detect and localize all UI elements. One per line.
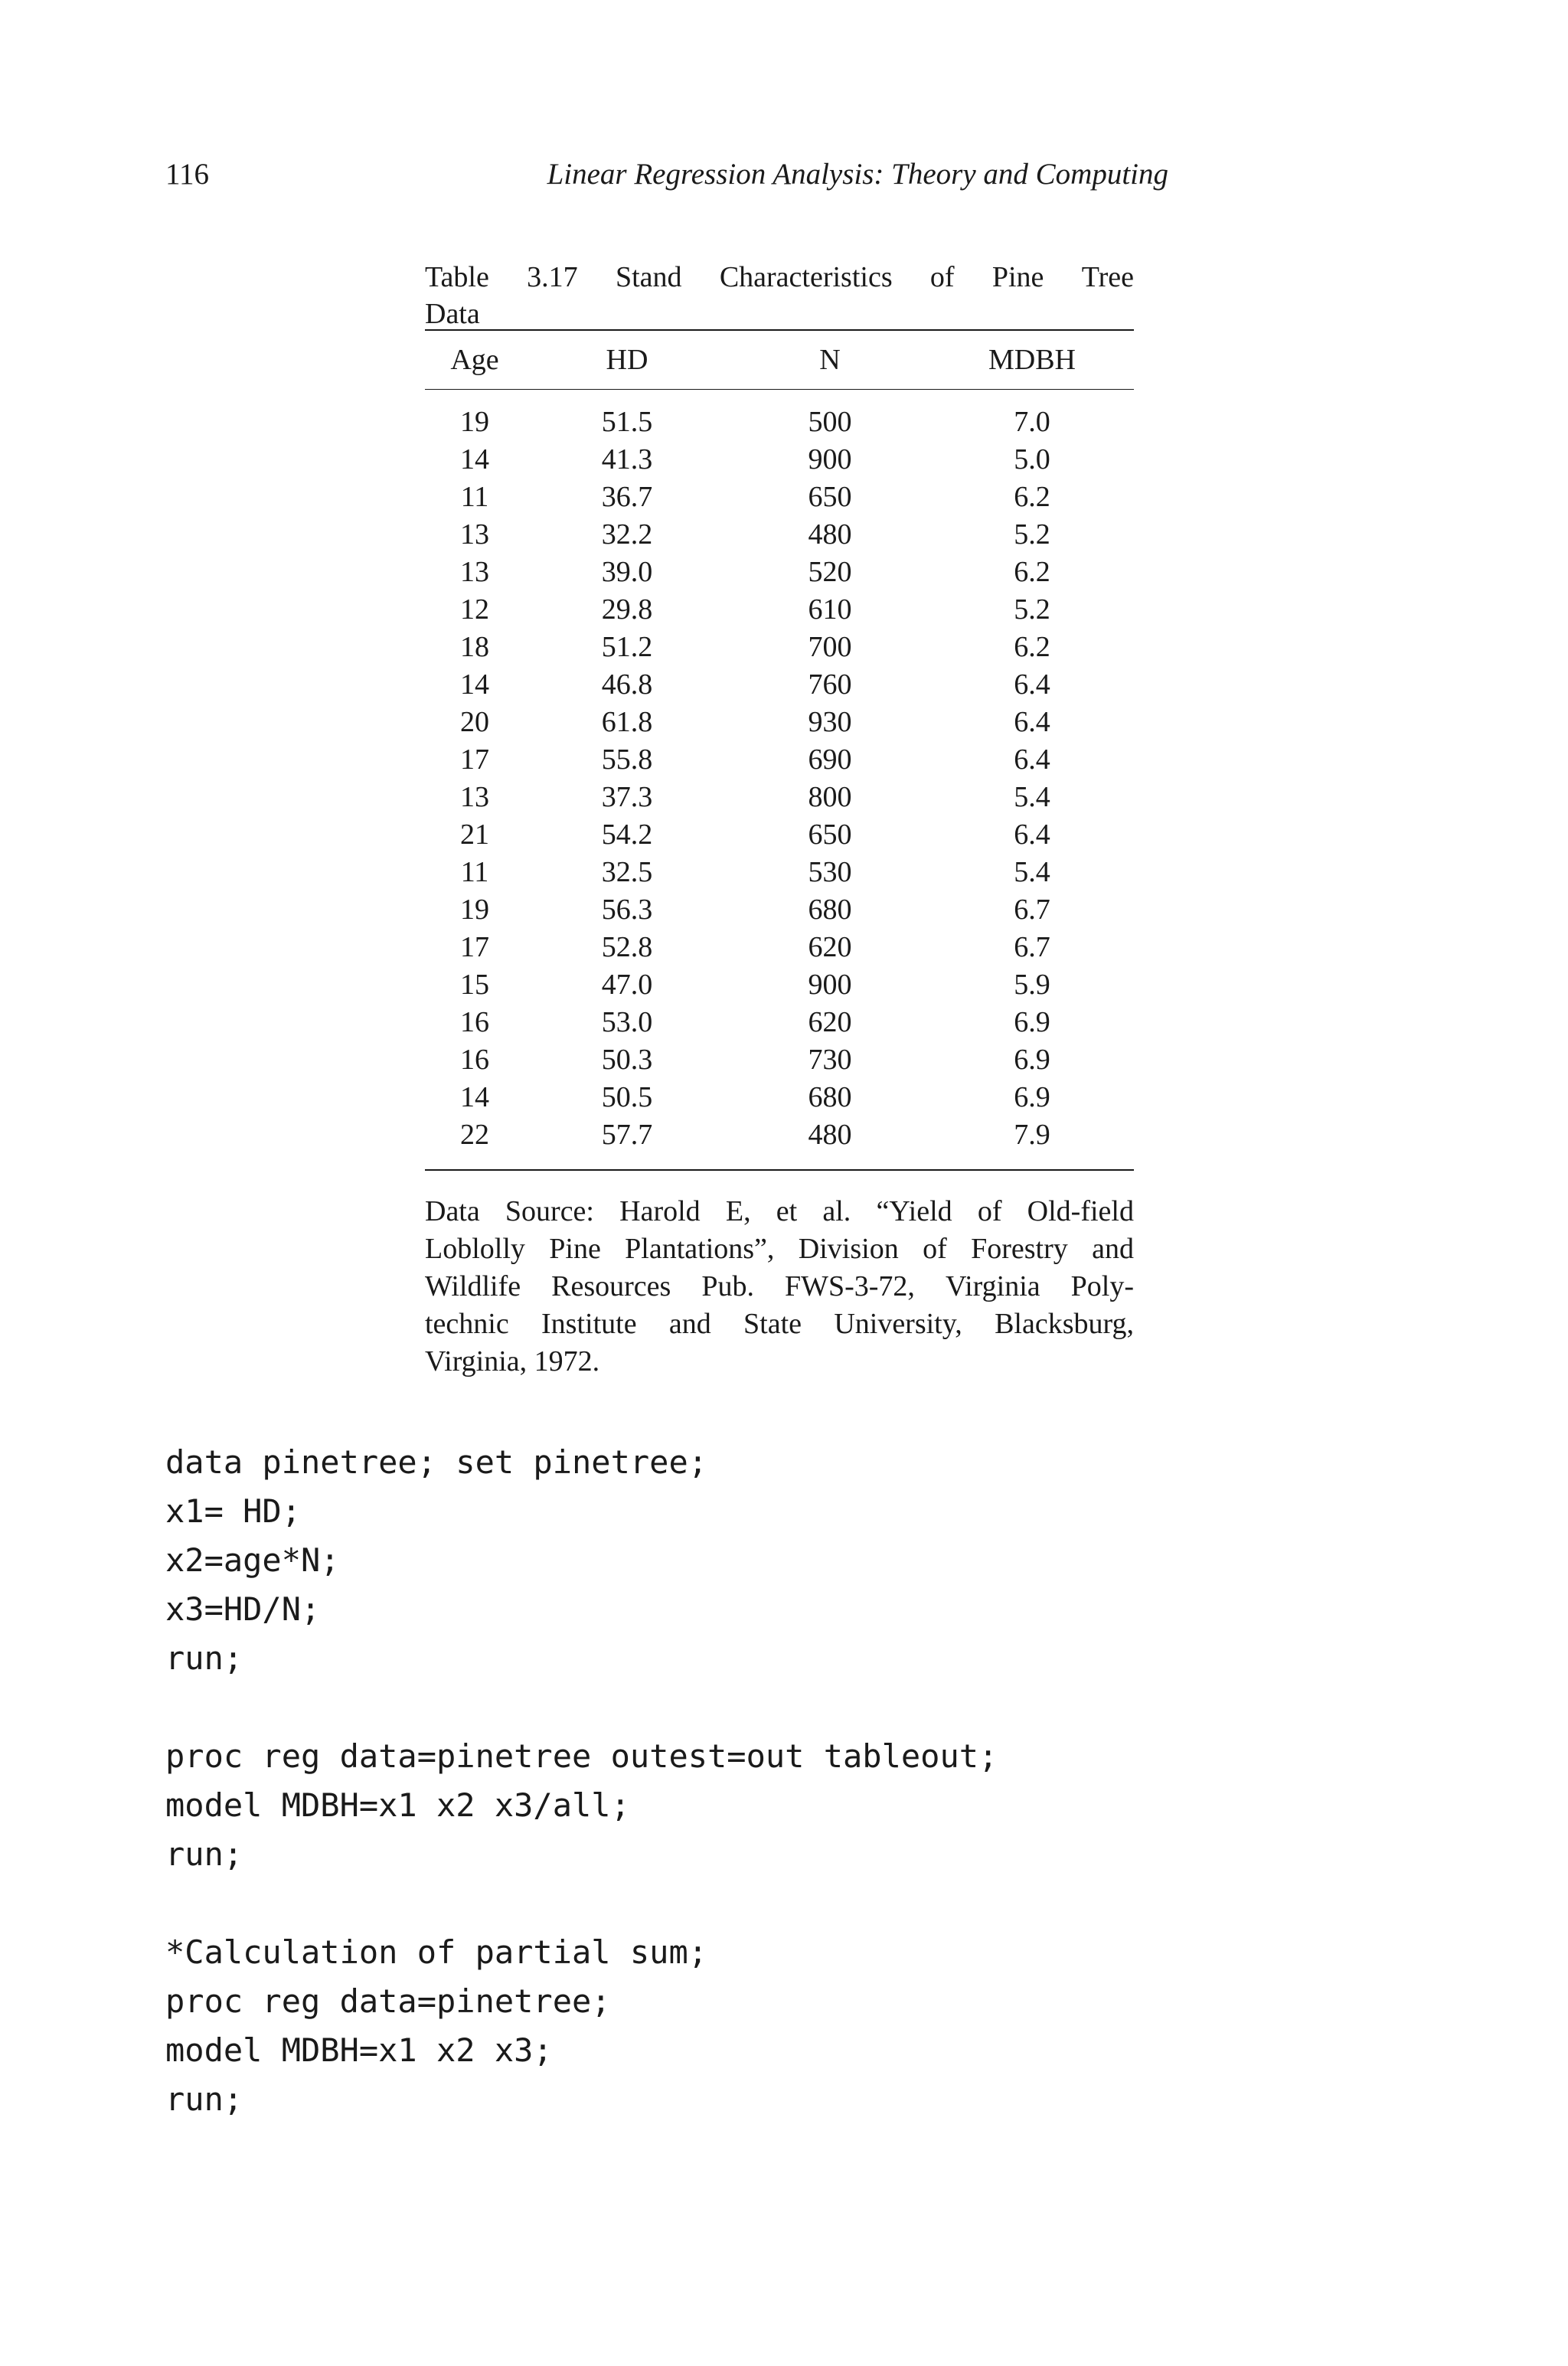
table-block <box>425 259 1134 1171</box>
source-word: Virginia <box>945 1270 1040 1302</box>
page-number: 116 <box>165 158 210 191</box>
source-word: Division <box>798 1233 899 1265</box>
table-row <box>425 891 1134 929</box>
table-row <box>425 554 1134 591</box>
cell-n: 760 <box>808 668 852 701</box>
cell-mdbh: 6.2 <box>1014 556 1050 588</box>
table-spacer <box>425 390 1134 404</box>
cell-age: 12 <box>460 593 489 626</box>
cell-age: 16 <box>460 1044 489 1076</box>
cell-hd: 50.3 <box>601 1044 653 1076</box>
cell-n: 700 <box>808 631 852 663</box>
cell-n: 480 <box>808 1119 852 1151</box>
cell-age: 19 <box>460 894 489 926</box>
source-word: Resources <box>551 1270 671 1302</box>
caption-word: Characteristics <box>719 261 893 293</box>
table-row <box>425 404 1134 441</box>
cell-hd: 57.7 <box>601 1119 653 1151</box>
source-line <box>425 1306 1134 1343</box>
cell-hd: 50.5 <box>601 1081 653 1113</box>
table-row <box>425 966 1134 1004</box>
cell-n: 650 <box>808 481 852 513</box>
cell-age: 14 <box>460 668 489 701</box>
running-head <box>165 157 1168 200</box>
cell-n: 500 <box>808 406 852 438</box>
cell-hd: 46.8 <box>601 668 653 701</box>
caption-word: Pine <box>991 261 1044 293</box>
cell-age: 20 <box>460 706 489 738</box>
cell-mdbh: 6.4 <box>1014 706 1050 738</box>
cell-n: 930 <box>808 706 852 738</box>
source-word: “Yield <box>876 1195 952 1227</box>
source-word: of <box>977 1195 1002 1227</box>
source-word: Blacksburg, <box>995 1308 1134 1340</box>
column-header-n: N <box>819 344 841 376</box>
cell-mdbh: 6.7 <box>1014 894 1050 926</box>
data-source-note <box>425 1193 1134 1381</box>
cell-mdbh: 5.0 <box>1014 443 1050 475</box>
table-row <box>425 816 1134 854</box>
cell-n: 620 <box>808 1006 852 1038</box>
source-word: Poly- <box>1070 1270 1134 1302</box>
cell-hd: 39.0 <box>601 556 653 588</box>
cell-n: 900 <box>808 969 852 1001</box>
cell-n: 620 <box>808 931 852 963</box>
code-line: data pinetree; set pinetree; <box>165 1443 708 1481</box>
table-row <box>425 666 1134 704</box>
code-line: x1= HD; <box>165 1492 302 1530</box>
source-line: Virginia, 1972. <box>425 1345 600 1377</box>
column-header-age: Age <box>450 344 499 376</box>
source-word: State <box>743 1308 802 1340</box>
source-word: Source: <box>505 1195 594 1227</box>
source-word: technic <box>425 1308 509 1340</box>
cell-mdbh: 7.0 <box>1014 406 1050 438</box>
source-word: and <box>668 1308 711 1340</box>
cell-n: 480 <box>808 518 852 551</box>
source-word: Data <box>425 1195 480 1227</box>
source-word: Forestry <box>971 1233 1068 1265</box>
source-line <box>425 1193 1134 1230</box>
table-bottom-rule <box>425 1154 1134 1170</box>
source-word: et <box>776 1195 798 1227</box>
cell-hd: 36.7 <box>601 481 653 513</box>
column-header-mdbh: MDBH <box>988 344 1076 376</box>
code-line: x2=age*N; <box>165 1541 340 1579</box>
code-line: x3=HD/N; <box>165 1590 321 1628</box>
caption-word: of <box>929 261 955 293</box>
source-word: Pine <box>549 1233 601 1265</box>
cell-mdbh: 6.2 <box>1014 481 1050 513</box>
source-word: of <box>923 1233 947 1265</box>
caption-word: Stand <box>615 261 682 293</box>
source-word: Loblolly <box>425 1233 525 1265</box>
cell-mdbh: 5.9 <box>1014 969 1050 1001</box>
cell-hd: 53.0 <box>601 1006 653 1038</box>
cell-hd: 55.8 <box>601 743 653 776</box>
cell-age: 13 <box>460 518 489 551</box>
source-word: and <box>1092 1233 1134 1265</box>
code-line: proc reg data=pinetree; <box>165 1982 611 2020</box>
cell-mdbh: 6.9 <box>1014 1081 1050 1113</box>
data-table <box>425 329 1134 1171</box>
cell-age: 17 <box>460 931 489 963</box>
table-header-row <box>425 330 1134 390</box>
source-word: Plantations”, <box>625 1233 775 1265</box>
cell-mdbh: 6.4 <box>1014 819 1050 851</box>
cell-age: 11 <box>460 481 489 513</box>
cell-n: 690 <box>808 743 852 776</box>
cell-hd: 52.8 <box>601 931 653 963</box>
table-caption-line-2: Data <box>425 298 480 330</box>
cell-n: 800 <box>808 781 852 813</box>
table-row <box>425 441 1134 479</box>
code-line: model MDBH=x1 x2 x3/all; <box>165 1786 630 1824</box>
table-caption-line-1 <box>425 259 1134 296</box>
code-line <box>165 1683 1314 1732</box>
cell-mdbh: 6.4 <box>1014 668 1050 701</box>
cell-mdbh: 6.7 <box>1014 931 1050 963</box>
cell-n: 680 <box>808 1081 852 1113</box>
source-word: Institute <box>541 1308 637 1340</box>
source-word: Old-field <box>1027 1195 1134 1227</box>
cell-hd: 51.2 <box>601 631 653 663</box>
cell-hd: 61.8 <box>601 706 653 738</box>
cell-mdbh: 6.2 <box>1014 631 1050 663</box>
cell-n: 650 <box>808 819 852 851</box>
cell-age: 11 <box>460 856 489 888</box>
source-word: Pub. <box>701 1270 754 1302</box>
cell-mdbh: 5.2 <box>1014 518 1050 551</box>
cell-n: 610 <box>808 593 852 626</box>
code-line <box>165 1879 1314 1928</box>
cell-age: 14 <box>460 443 489 475</box>
code-line: proc reg data=pinetree outest=out tableout; <box>165 1737 998 1775</box>
cell-mdbh: 7.9 <box>1014 1119 1050 1151</box>
source-word: Harold <box>619 1195 701 1227</box>
table-row <box>425 704 1134 741</box>
cell-age: 17 <box>460 743 489 776</box>
source-word: E, <box>725 1195 751 1227</box>
cell-hd: 37.3 <box>601 781 653 813</box>
caption-word: Table <box>425 261 489 293</box>
cell-n: 680 <box>808 894 852 926</box>
cell-mdbh: 6.9 <box>1014 1044 1050 1076</box>
table-row <box>425 1004 1134 1041</box>
cell-n: 900 <box>808 443 852 475</box>
table-row <box>425 479 1134 516</box>
cell-hd: 51.5 <box>601 406 653 438</box>
cell-age: 16 <box>460 1006 489 1038</box>
source-word: al. <box>822 1195 851 1227</box>
cell-hd: 47.0 <box>601 969 653 1001</box>
table-body <box>425 390 1134 1171</box>
cell-age: 13 <box>460 556 489 588</box>
running-title: Linear Regression Analysis: Theory and Computing <box>547 158 1168 191</box>
cell-age: 14 <box>460 1081 489 1113</box>
cell-age: 19 <box>460 406 489 438</box>
table-row <box>425 516 1134 554</box>
caption-word: Tree <box>1081 261 1134 293</box>
caption-word: 3.17 <box>527 261 578 293</box>
cell-mdbh: 6.9 <box>1014 1006 1050 1038</box>
cell-age: 22 <box>460 1119 489 1151</box>
table-row <box>425 854 1134 891</box>
table-row <box>425 929 1134 966</box>
cell-age: 18 <box>460 631 489 663</box>
cell-n: 530 <box>808 856 852 888</box>
cell-age: 15 <box>460 969 489 1001</box>
cell-n: 730 <box>808 1044 852 1076</box>
source-word: Wildlife <box>425 1270 521 1302</box>
cell-hd: 41.3 <box>601 443 653 475</box>
sas-code-listing <box>165 1438 1314 2124</box>
code-line: run; <box>165 1835 243 1873</box>
cell-hd: 54.2 <box>601 819 653 851</box>
cell-hd: 32.2 <box>601 518 653 551</box>
table-row <box>425 591 1134 629</box>
cell-mdbh: 5.4 <box>1014 781 1050 813</box>
cell-mdbh: 6.4 <box>1014 743 1050 776</box>
code-line: model MDBH=x1 x2 x3; <box>165 2031 553 2069</box>
column-header-hd: HD <box>606 344 648 376</box>
cell-mdbh: 5.4 <box>1014 856 1050 888</box>
cell-hd: 29.8 <box>601 593 653 626</box>
table-row <box>425 629 1134 666</box>
cell-hd: 56.3 <box>601 894 653 926</box>
source-line <box>425 1230 1134 1268</box>
cell-hd: 32.5 <box>601 856 653 888</box>
table-caption <box>425 259 1134 329</box>
code-line: run; <box>165 1639 243 1677</box>
code-line: *Calculation of partial sum; <box>165 1933 708 1971</box>
source-line <box>425 1268 1134 1306</box>
table-row <box>425 779 1134 816</box>
cell-mdbh: 5.2 <box>1014 593 1050 626</box>
cell-n: 520 <box>808 556 852 588</box>
cell-age: 21 <box>460 819 489 851</box>
table-row <box>425 1079 1134 1116</box>
table-row <box>425 1041 1134 1079</box>
source-word: FWS-3-72, <box>784 1270 915 1302</box>
cell-age: 13 <box>460 781 489 813</box>
table-row <box>425 741 1134 779</box>
code-line: run; <box>165 2080 243 2118</box>
table-row <box>425 1116 1134 1154</box>
source-word: University, <box>834 1308 962 1340</box>
